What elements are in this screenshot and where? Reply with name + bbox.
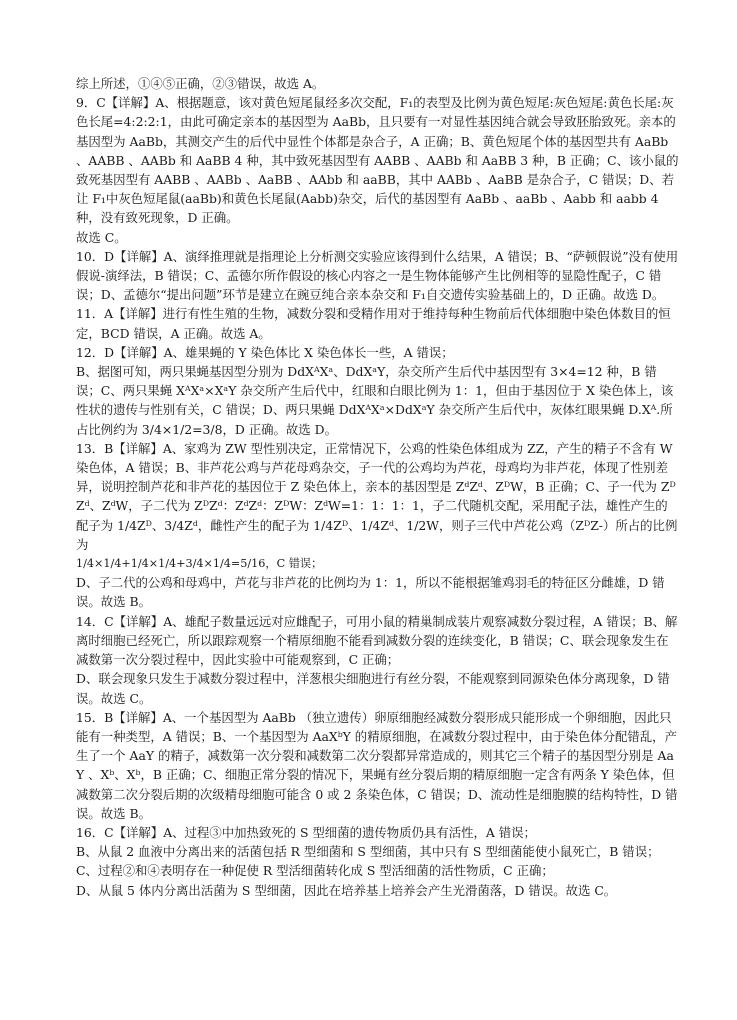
answer-9-conclusion: 故选 C。 [76, 229, 127, 245]
answer-9: 9．C【详解】A、根据题意，该对黄色短尾鼠经多次交配，F₁的表型及比例为黄色短尾:灰色短尾:黄色长尾:灰色长尾=4:2:2:1，由此可确定亲本的基因型为 AaBb，且只要有一对显性基因纯合就会导致胚胎致死。亲本的基因型为 AaBb，其测交产生的后代中显性个体都是杂合子，A 正确；B、黄色短尾个体的基因型共有 AaBb 、AABB 、AABb 和 AaBB 4 种，其中致死基因型有 AABB 、AABb 和 AaBB 3 种，B 正确；C、该小鼠的致死基因型有 AABB 、AABb 、AaBB 、AAbb 和 aaBB，其中 AABb 、AaBB 是杂合子，C 错误；D、若让 F₁中灰色短尾鼠(aaBb)和黄色长尾鼠(Aabb)杂交，后代的基因型有 AaBb 、aaBb 、Aabb 和 aabb 4 种，没有致死现象，D 正确。 [76, 95, 679, 226]
answer-16-a: 16．C【详解】A、过程③中加热致死的 S 型细菌的遗传物质仍具有活性，A 错误； [76, 824, 536, 840]
answer-13-formula: 1/4×1/4+1/4×1/4+3/4×1/4=5/16，C 错误； [76, 557, 323, 571]
answer-14: 14．C【详解】A、雄配子数量远远对应雌配子，可用小鼠的精巢制成装片观察减数分裂过程，A 错误；B、解离时细胞已经死亡，所以跟踪观察一个精原细胞不能看到减数分裂的连续变化，B 错误；C、联会现象发生在减数第一次分裂过程中，因此实验中可能观察到，C 正确； [76, 613, 678, 668]
answer-16-d: D、从鼠 5 体内分离出活菌为 S 型细菌，因此在培养基上培养会产生光滑菌落，D 错误。故选 C。 [76, 882, 617, 898]
answer-16-bc: B、从鼠 2 血液中分离出来的活菌包括 R 型细菌和 S 型细菌，其中只有 S 型细菌能使小鼠死亡，B 错误；C、过程②和④表明存在一种促使 R 型活细菌转化成 S 型活细菌的活性物质，C 正确； [76, 844, 660, 879]
answer-12-bcd: B、据图可知，两只果蝇基因型分别为 DdXᴬXᵃ、DdXᵃY，杂交所产生后代中基因型有 3×4=12 种，B 错误；C、两只果蝇 XᴬXᵃ×XᵃY 杂交所产生后代中，红眼和白眼比例为 1：1，但由于基因位于 X 染色体上，该性状的遗传与性别有关，C 错误；D、两只果蝇 DdXᴬXᵃ×DdXᵃY 杂交所产生后代中，灰体红眼果蝇 D.Xᴬ.所占比例约为 3/4×1/2=3/8，D 正确。故选 D。 [76, 364, 674, 437]
answer-14-d: D、联会现象只发生于减数分裂过程中，洋葱根尖细胞进行有丝分裂，不能观察到同源染色体分离现象，D 错误。故选 C。 [76, 671, 670, 706]
answer-13: 13．B【详解】A、家鸡为 ZW 型性别决定，正常情况下，公鸡的性染色体组成为 ZZ，产生的精子不含有 W 染色体，A 错误；B、非芦花公鸡与芦花母鸡杂交，子一代的公鸡均为芦花，母鸡均为非芦花，体现了性别差异，说明控制芦花和非芦花的基因位于 Z 染色体上，亲本的基因型是 ZᵈZᵈ、ZᴰW，B 正确；C、子一代为 ZᴰZᵈ、ZᵈW，子二代为 ZᴰZᵈ：ZᵈZᵈ：ZᴰW：ZᵈW=1：1：1：1，子二代随机交配，采用配子法，雄性产生的配子为 1/4Zᴰ、3/4Zᵈ，雌性产生的配子为 1/4Zᴰ、1/4Zᵈ、1/2W，则子三代中芦花公鸡（ZᴰZ-）所占的比例为 [76, 440, 678, 552]
summary-line: 综上所述，①④⑤正确，②③错误，故选 A。 [76, 76, 325, 91]
answer-13-d: D、子二代的公鸡和母鸡中，芦花与非芦花的比例均为 1：1，所以不能根据雏鸡羽毛的特征区分雌雄，D 错误。故选 B。 [76, 575, 665, 610]
answer-11: 11．A【详解】进行有性生殖的生物，减数分裂和受精作用对于维持每种生物前后代体细胞中染色体数目的恒定，BCD 错误，A 正确。故选 A。 [76, 306, 671, 341]
answer-15: 15．B【详解】A、一个基因型为 AaBb （独立遗传）卵原细胞经减数分裂形成只能形成一个卵细胞，因此只能有一种类型，A 错误；B、一个基因型为 AaXᵇY 的精原细胞，在减数分裂过程中，由于染色体分配错乱，产生了一个 AaY 的精子，减数第一次分裂和减数第二次分裂都异常造成的，则其它三个精子的基因型分别是 AaY 、Xᵇ、Xᵇ，B 正确；C、细胞正常分裂的情况下，果蝇有丝分裂后期的精原细胞一定含有两条 Y 染色体，但减数第二次分裂后期的次级精母细胞可能含 0 或 2 条染色体，C 错误；D、流动性是细胞膜的结构特性，D 错误。故选 B。 [76, 709, 678, 821]
answer-12-a: 12．D【详解】A、雄果蝇的 Y 染色体比 X 染色体长一些，A 错误； [76, 344, 454, 360]
answer-10: 10．D【详解】A、演绎推理就是指理论上分析测交实验应该得到什么结果，A 错误；B、“萨顿假说”没有使用假说-演绎法，B 错误；C、孟德尔所作假设的核心内容之一是生物体能够产生比例相等的显隐性配子，C 错误；D、孟德尔“提出问题”环节是建立在豌豆纯合亲本杂交和 F₁自交遗传实验基础上的，D 正确。故选 D。 [76, 248, 679, 303]
